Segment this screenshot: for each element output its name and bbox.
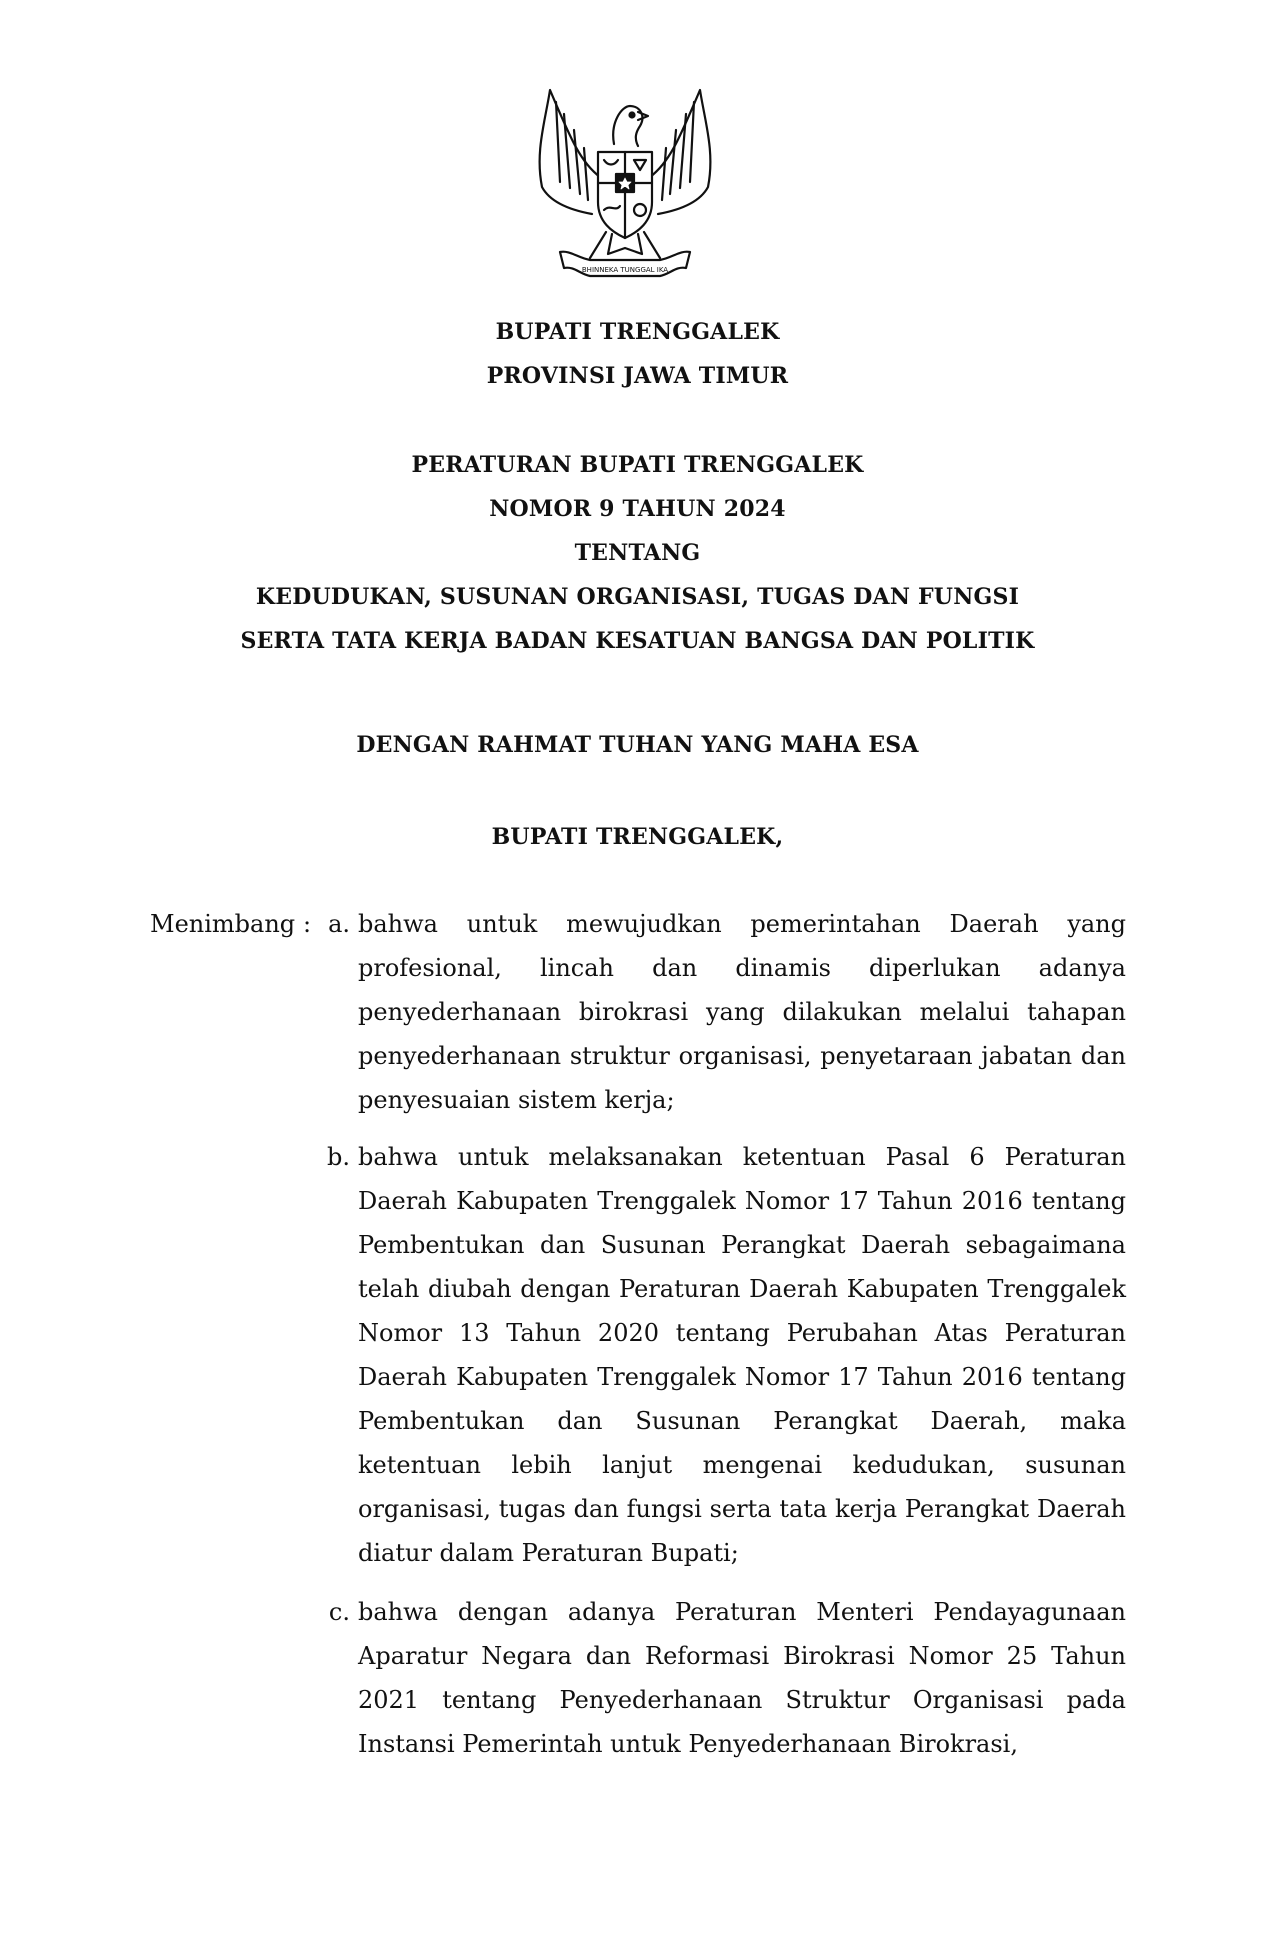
item-marker-b: b. bbox=[327, 1143, 350, 1171]
emblem-motto: BHINNEKA TUNGGAL IKA bbox=[581, 266, 669, 274]
regulation-subject-line-2: SERTA TATA KERJA BADAN KESATUAN BANGSA DAN POLITIK bbox=[240, 628, 1035, 654]
item-marker-a: a. bbox=[328, 910, 350, 938]
regulation-title: PERATURAN BUPATI TRENGGALEK bbox=[411, 452, 864, 478]
consideration-item-b: bahwa untuk melaksanakan ketentuan Pasal 6 Peraturan Daerah Kabupaten Trenggalek Nomor 17 Tahun 2016 tentang Pembentukan dan Susunan Perangkat Daerah sebagaimana telah diubah dengan Peraturan Daerah Kabupaten Trenggalek Nomor 13 Tahun 2020 tentang Perubahan Atas Peraturan Daerah Kabupaten Trenggalek Nomor 17 Tahun 2016 tentang Pembentukan dan Susunan Perangkat Daerah, maka ketentuan lebih lanjut mengenai kedudukan, susunan organisasi, tugas dan fungsi serta tata kerja Perangkat Daerah diatur dalam Peraturan Bupati; bbox=[358, 1143, 1126, 1567]
considerations-label: Menimbang bbox=[150, 910, 296, 938]
item-marker-c: c. bbox=[328, 1598, 350, 1626]
consideration-item-c: bahwa dengan adanya Peraturan Menteri Pendayagunaan Aparatur Negara dan Reformasi Birokrasi Nomor 25 Tahun 2021 tentang Penyederhanaan Struktur Organisasi pada Instansi Pemerintah untuk Penyederhanaan Birokrasi, bbox=[358, 1598, 1126, 1758]
consideration-item-a: bahwa untuk mewujudkan pemerintahan Daerah yang profesional, lincah dan dinamis diperlukan adanya penyederhanaan birokrasi yang dilakukan melalui tahapan penyederhanaan struktur organisasi, penyetaraan jabatan dan penyesuaian sistem kerja; bbox=[358, 910, 1126, 1114]
official-heading: BUPATI TRENGGALEK, bbox=[491, 824, 784, 850]
regulation-about: TENTANG bbox=[574, 540, 701, 566]
regent-title: BUPATI TRENGGALEK bbox=[495, 319, 780, 345]
invocation: DENGAN RAHMAT TUHAN YANG MAHA ESA bbox=[356, 732, 919, 758]
province-title: PROVINSI JAWA TIMUR bbox=[486, 363, 789, 389]
regulation-number: NOMOR 9 TAHUN 2024 bbox=[489, 496, 786, 522]
garuda-pancasila-emblem bbox=[530, 82, 720, 287]
regulation-subject-line-1: KEDUDUKAN, SUSUNAN ORGANISASI, TUGAS DAN FUNGSI bbox=[255, 584, 1020, 610]
considerations-colon: : bbox=[303, 910, 312, 938]
